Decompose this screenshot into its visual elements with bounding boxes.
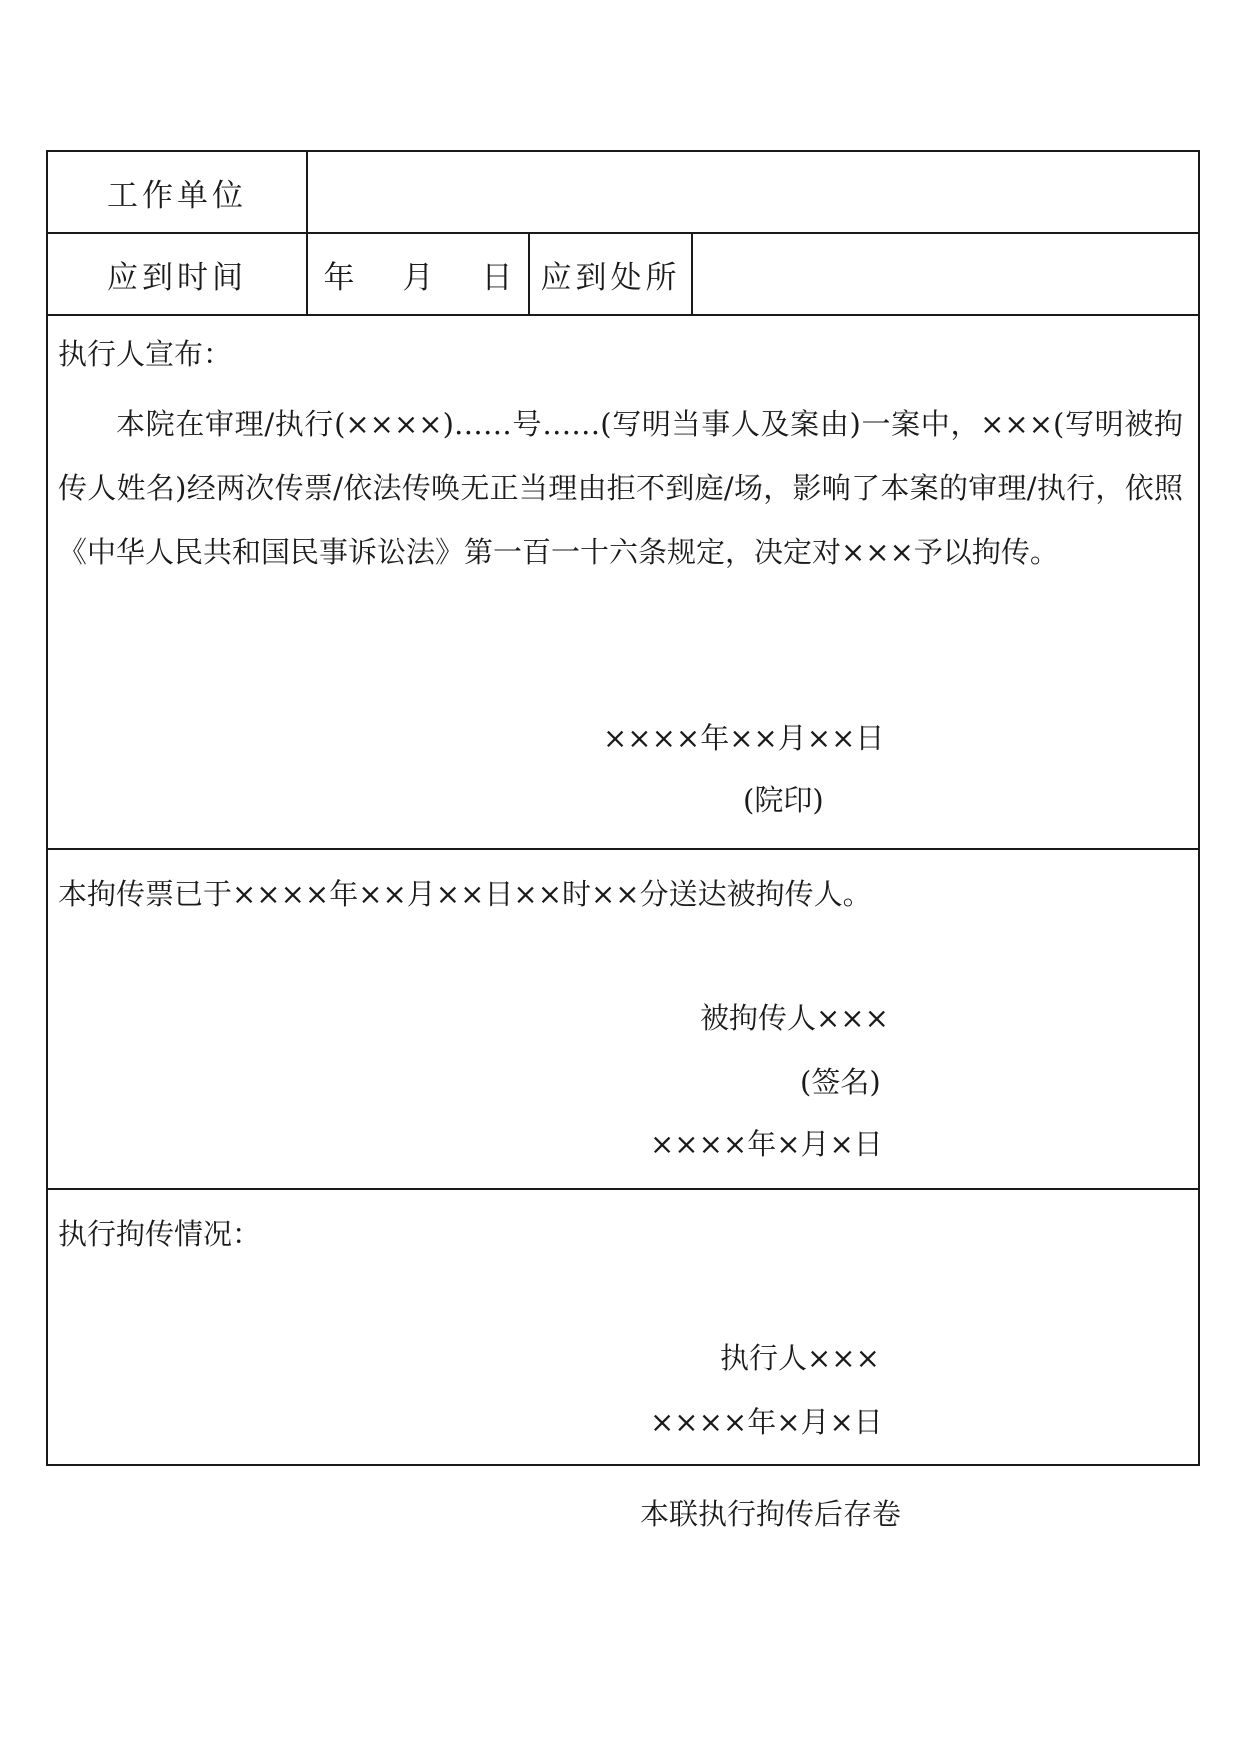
executor-name: 执行人×××: [720, 1341, 880, 1375]
work-unit-field[interactable]: [307, 151, 1199, 233]
delivery-block: [47, 849, 1199, 1189]
delivery-row: [47, 849, 1199, 1189]
announcement-body: 本院在审理/执行(××××)……号……(写明当事人及案由)一案中，×××(写明被拘传人姓名)经两次传票/依法传唤无正当理由拒不到庭/场，影响了本案的审理/执行，依照《中华人民共和国民事诉讼法》第一百一十六条规定，决定对×××予以拘传。: [58, 407, 1183, 569]
due-date-field[interactable]: [307, 233, 529, 315]
announcement-date: ××××年××月××日: [603, 721, 885, 755]
execution-heading: 执行拘传情况：: [58, 1217, 262, 1251]
date-year: 年: [323, 259, 355, 296]
work-unit-label: 工作单位: [47, 151, 307, 233]
due-place-label: 应到处所: [529, 233, 692, 315]
footer-note: 本联执行拘传后存卷: [640, 1497, 902, 1531]
work-unit-row: [47, 151, 1199, 233]
announcement-row: [47, 315, 1199, 849]
court-seal: (院印): [743, 783, 824, 817]
due-place-field[interactable]: [692, 233, 1199, 315]
detainee-signature: (签名): [800, 1065, 881, 1099]
announcement-block: [47, 315, 1199, 849]
date-day: 日: [481, 259, 513, 296]
date-month: 月: [402, 259, 434, 296]
detainee-name: 被拘传人×××: [700, 1001, 889, 1035]
summons-form-table: [46, 150, 1200, 1466]
delivery-date: ××××年×月×日: [650, 1127, 883, 1161]
due-time-row: [47, 233, 1199, 315]
announcement-heading: 执行人宣布：: [58, 337, 233, 371]
delivery-text: 本拘传票已于××××年××月××日××时××分送达被拘传人。: [58, 877, 872, 911]
execution-block: [47, 1189, 1199, 1465]
due-time-label: 应到时间: [47, 233, 307, 315]
execution-date: ××××年×月×日: [650, 1405, 883, 1439]
execution-row: [47, 1189, 1199, 1465]
